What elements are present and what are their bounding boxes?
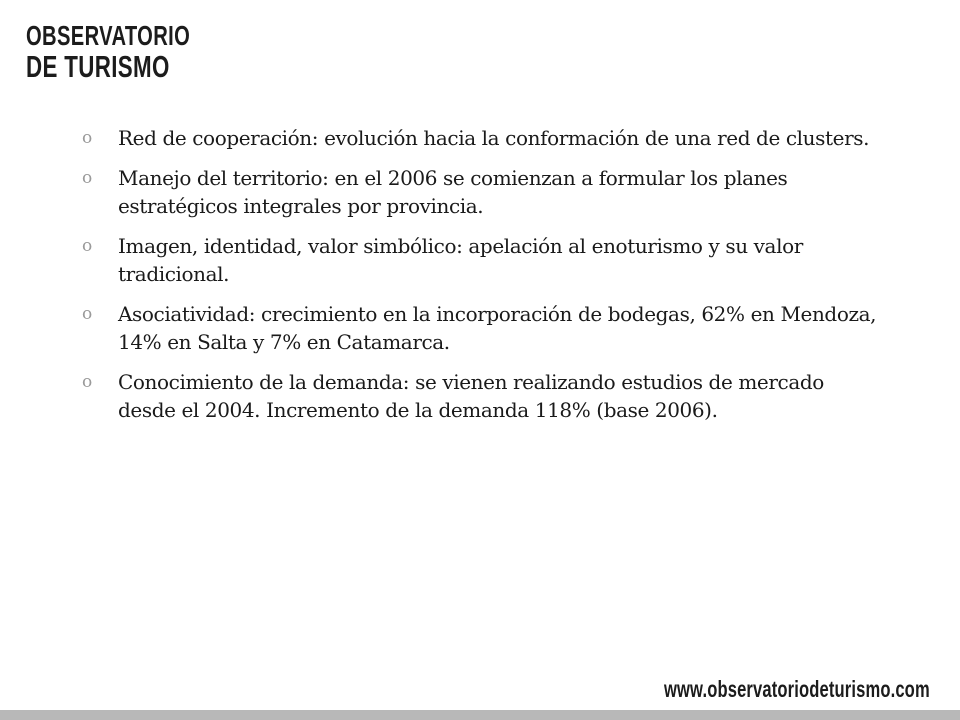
logo-line-2: DE TURISMO	[26, 49, 170, 84]
bullet-text: Asociatividad: crecimiento en la incorporación de bodegas, 62% en Mendoza, 14% en Salta y 7% en Catamarca.	[118, 302, 877, 354]
bullet-item	[82, 124, 882, 152]
bullet-item	[82, 232, 882, 288]
bullet-item	[82, 300, 882, 356]
bullet-marker-icon: o	[82, 168, 93, 188]
logo	[26, 22, 190, 82]
bullet-marker-icon: o	[82, 304, 93, 324]
bullet-item	[82, 164, 882, 220]
bullet-marker-icon: o	[82, 372, 93, 392]
bullet-text: Manejo del territorio: en el 2006 se comienzan a formular los planes estratégicos integrales por provincia.	[118, 166, 788, 218]
bullet-marker-icon: o	[82, 236, 93, 256]
bullet-item	[82, 368, 882, 424]
logo-line-1: OBSERVATORIO	[26, 20, 191, 51]
bullet-text: Red de cooperación: evolución hacia la conformación de una red de clusters.	[118, 126, 870, 150]
bullet-text: Imagen, identidad, valor simbólico: apelación al enoturismo y su valor tradicional.	[118, 234, 803, 286]
footer-bar	[0, 710, 960, 720]
bullet-list	[82, 124, 882, 436]
bullet-text: Conocimiento de la demanda: se vienen realizando estudios de mercado desde el 2004. Incremento de la demanda 118% (base 2006).	[118, 370, 824, 422]
footer-url: www.observatoriodeturismo.com	[664, 676, 930, 702]
bullet-marker-icon: o	[82, 128, 93, 148]
